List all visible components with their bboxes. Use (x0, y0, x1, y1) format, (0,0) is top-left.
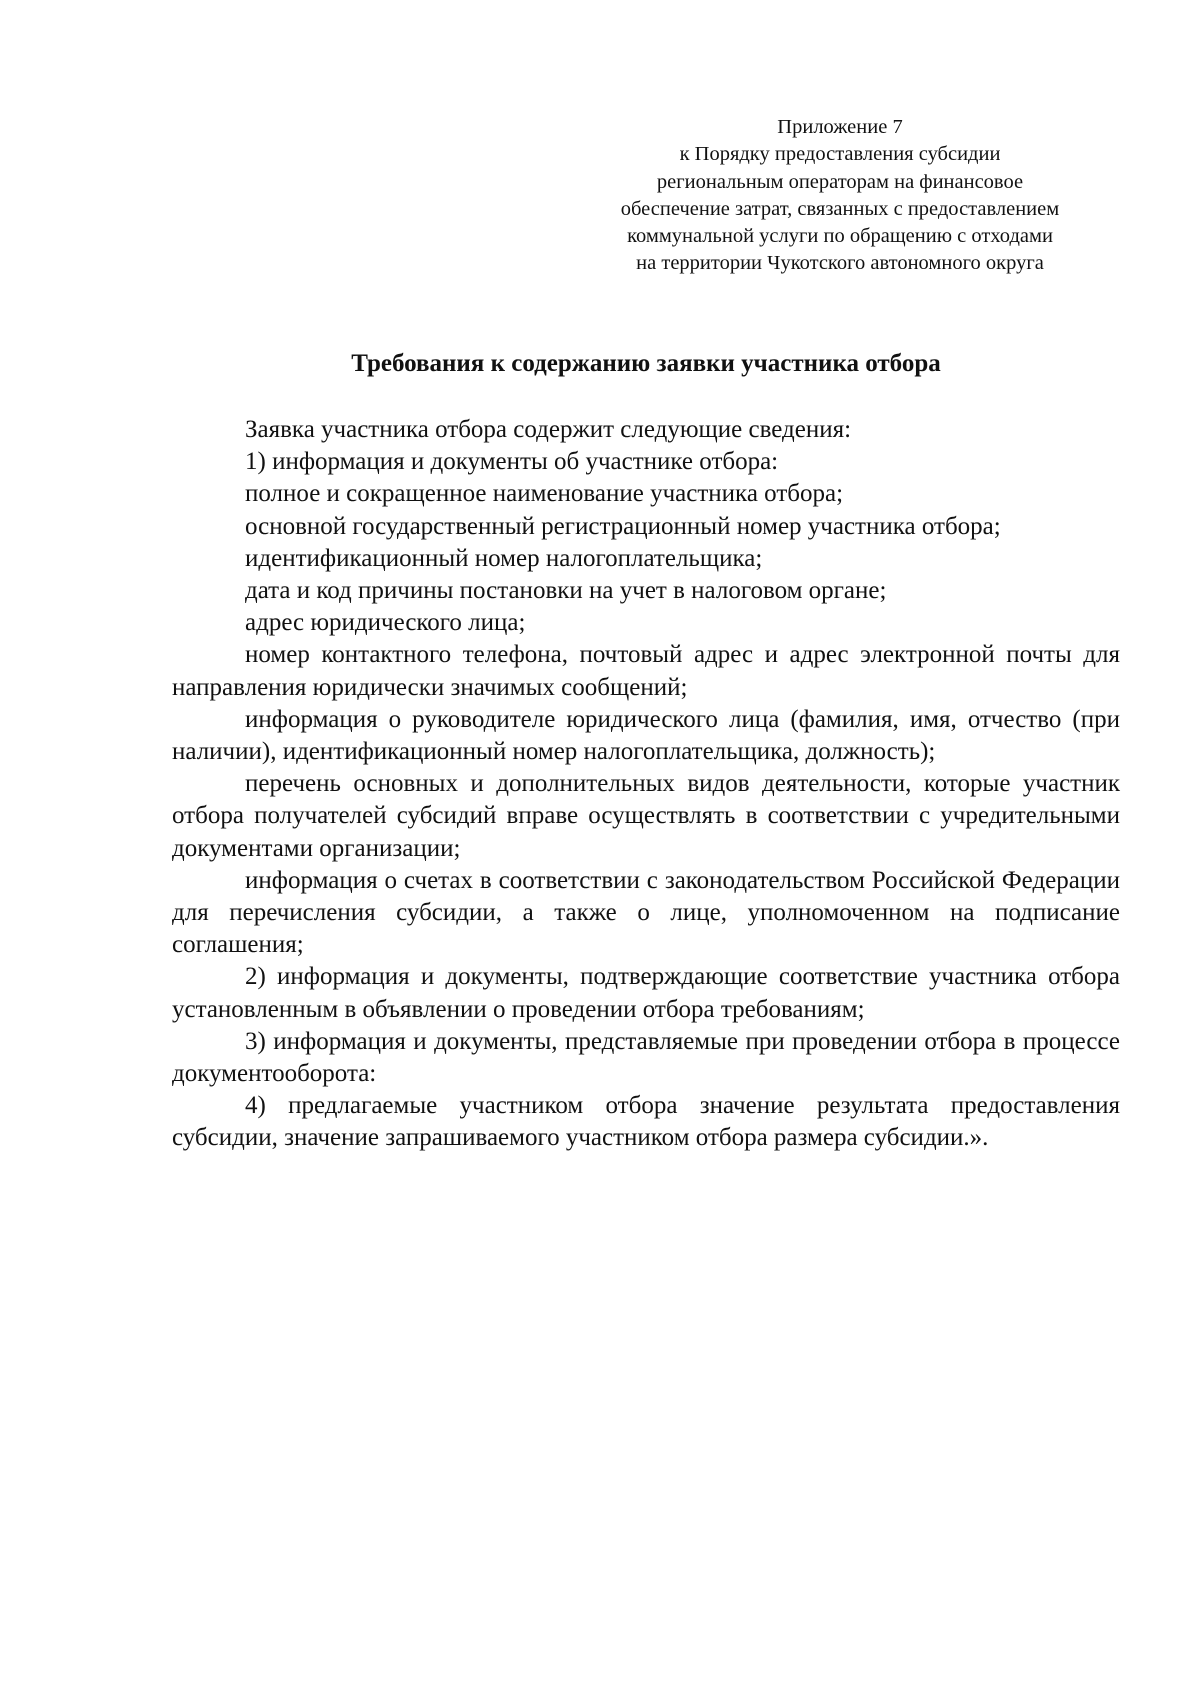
appendix-header (560, 114, 1120, 278)
paragraph: информация о счетах в соответствии с законодательством Российской Федерации для перечисления субсидии, а также о лице, уполномоченном на подписание соглашения; (172, 866, 1120, 959)
paragraph: 4) предлагаемые участником отбора значение результата предоставления субсидии, значение запрашиваемого участником отбора размера субсидии.». (172, 1092, 1120, 1152)
appendix-line: на территории Чукотского автономного округа (636, 252, 1044, 275)
appendix-line: коммунальной услуги по обращению с отходами (627, 225, 1053, 248)
paragraph: 2) информация и документы, подтверждающие соответствие участника отбора установленным в объявлении о проведении отбора требованиям; (172, 963, 1120, 1023)
document-body (172, 414, 1120, 1155)
paragraph: 1) информация и документы об участнике отбора: (245, 448, 779, 476)
paragraph: идентификационный номер налогоплательщика; (245, 544, 763, 572)
appendix-line: обеспечение затрат, связанных с предоставлением (620, 197, 1060, 220)
appendix-line: Приложение 7 (777, 116, 903, 138)
paragraph: номер контактного телефона, почтовый адрес и адрес электронной почты для направления юридически значимых сообщений; (172, 641, 1120, 701)
paragraph: дата и код причины постановки на учет в налоговом органе; (245, 577, 887, 605)
paragraph: информация о руководителе юридического лица (фамилия, имя, отчество (при наличии), идентификационный номер налогоплательщика, должность); (172, 705, 1120, 766)
paragraph: адрес юридического лица; (245, 609, 526, 637)
appendix-line: региональным операторам на финансовое (656, 170, 1024, 193)
appendix-line: к Порядку предоставления субсидии (679, 143, 1001, 166)
paragraph: перечень основных и дополнительных видов деятельности, которые участник отбора получателей субсидий вправе осуществлять в соответствии с учредительными документами организации; (172, 770, 1120, 862)
document-title: Требования к содержанию заявки участника отбора (351, 350, 941, 377)
paragraph: Заявка участника отбора содержит следующие сведения: (245, 416, 852, 443)
paragraph: основной государственный регистрационный номер участника отбора; (245, 512, 1001, 540)
paragraph: полное и сокращенное наименование участника отбора; (245, 480, 844, 508)
paragraph: 3) информация и документы, представляемые при проведении отбора в процессе документооборота: (172, 1027, 1120, 1088)
